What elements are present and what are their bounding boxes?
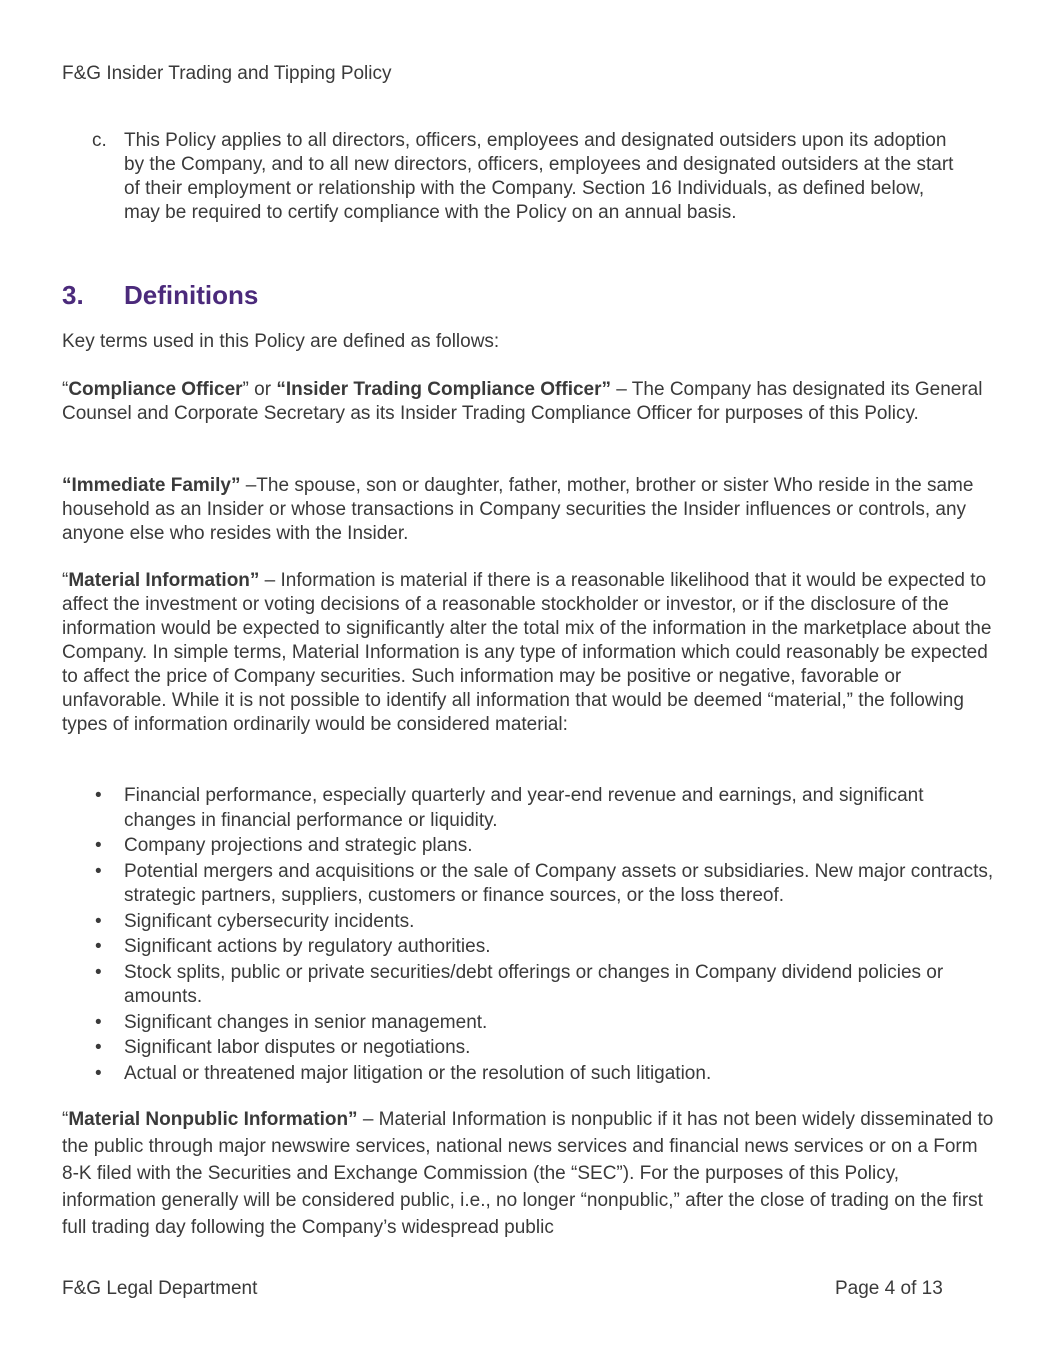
definition-text: – The Company has designated its General Counsel and Corporate Secretary as its Insider Trading Compliance Officer for purposes of this Policy. <box>62 379 983 424</box>
section-title: Definitions <box>124 280 259 310</box>
definition-text: – Material Information is nonpublic if it has not been widely disseminated to the public through major newswire services, national news services and financial news services or on a Form 8-K filed with the Securities and Exchange Commission (the “SEC”). For the purposes of this Policy, information generally will be considered public, i.e., no longer “nonpublic,” after the close of trading on the first full trading day following the Company’s widespread public <box>62 1109 994 1238</box>
term-insider-trading-compliance-officer: “Insider Trading Compliance Officer” <box>276 379 612 400</box>
footer-department: F&G Legal Department <box>62 1278 258 1299</box>
list-item: • Significant changes in senior management. <box>62 1011 997 1036</box>
definition-compliance-officer <box>62 378 997 426</box>
open-quote: “ <box>62 379 69 400</box>
term-material-information: Material Information” <box>68 570 260 591</box>
bullet-icon: • <box>95 785 102 806</box>
term-immediate-family: “Immediate Family” <box>62 475 241 496</box>
list-item-text: This Policy applies to all directors, officers, employees and designated outsiders upon its adoption by the Company, and to all new directors, officers, employees and designated outsiders at the start of their employment or relationship with the Company. Section 16 Individuals, as defined below, may be required to certify compliance with the Policy on an annual basis. <box>124 130 954 223</box>
list-item: • Significant labor disputes or negotiations. <box>62 1036 997 1061</box>
section-heading <box>62 279 258 311</box>
open-quote: “ <box>62 570 69 591</box>
definition-text: – Information is material if there is a reasonable likelihood that it would be expected to affect the investment or voting decisions of a reasonable stockholder or investor, or if the disclosure of the information would be expected to significantly alter the total mix of the information in the marketplace about the Company. In simple terms, Material Information is any type of information which could reasonably be expected to affect the price of Company securities. Such information may be positive or negative, favorable or unfavorable. While it is not possible to identify all information that would be deemed “material,” the following types of information ordinarily would be considered material: <box>62 570 992 735</box>
bullet-icon: • <box>95 860 102 882</box>
list-item: • Potential mergers and acquisitions or the sale of Company assets or subsidiaries. New major contracts, strategic partners, suppliers, customers or finance sources, or the loss thereof. <box>95 860 994 906</box>
open-quote: “ <box>62 1109 69 1130</box>
section-number: 3. <box>62 280 84 310</box>
term-compliance-officer: Compliance Officer <box>68 379 243 400</box>
list-item: • Company projections and strategic plans. <box>62 834 997 859</box>
definition-material-nonpublic-information <box>62 1106 997 1241</box>
bullet-icon: • <box>95 1011 102 1033</box>
material-examples-list <box>62 784 997 1087</box>
definition-immediate-family <box>62 474 997 546</box>
page-header-title: F&G Insider Trading and Tipping Policy <box>62 63 392 84</box>
list-item: • Actual or threatened major litigation or the resolution of such litigation. <box>62 1062 997 1087</box>
list-item: • Significant cybersecurity incidents. <box>62 910 997 935</box>
list-item: • Stock splits, public or private securities/debt offerings or changes in Company dividend policies or amounts. <box>95 961 944 1007</box>
definition-material-information <box>62 569 997 737</box>
list-item-marker: c. <box>92 130 107 151</box>
list-item: • Significant actions by regulatory authorities. <box>62 935 997 960</box>
bullet-icon: • <box>95 1062 102 1084</box>
bullet-icon: • <box>95 835 102 856</box>
bullet-icon: • <box>95 961 102 983</box>
list-item-c <box>62 129 962 225</box>
term-material-nonpublic-information: Material Nonpublic Information” <box>68 1109 358 1130</box>
list-item: • Financial performance, especially quarterly and year-end revenue and earnings, and significant changes in financial performance or liquidity. <box>95 785 924 831</box>
bullet-icon: • <box>95 936 102 957</box>
footer-page-number: Page 4 of 13 <box>835 1278 943 1299</box>
definition-text: –The spouse, son or daughter, father, mother, brother or sister Who reside in the same household as an Insider or whose transactions in Company securities the Insider influences or controls, any anyone else who resides with the Insider. <box>62 475 974 544</box>
bullet-icon: • <box>95 910 102 932</box>
bullet-icon: • <box>95 1037 102 1058</box>
term-connector: ” or <box>242 379 277 400</box>
intro-paragraph: Key terms used in this Policy are defined as follows: <box>62 331 500 352</box>
